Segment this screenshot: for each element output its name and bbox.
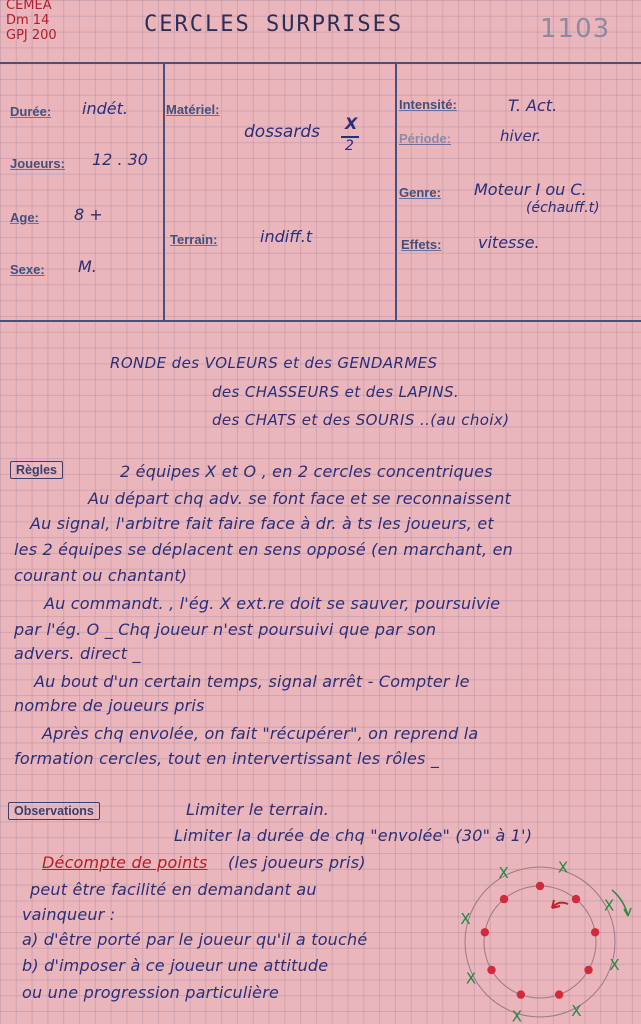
label-terrain: Terrain: [170,232,218,247]
regles-line: advers. direct _ [14,644,141,663]
regles-line: Au signal, l'arbitre fait faire face à dr. à ts les joueurs, et [30,514,494,533]
label-periode: Période: [399,131,452,146]
observation-line: Limiter la durée de chq "envolée" (30" à 1') [174,826,533,845]
value-periode: hiver. [500,127,542,145]
stamp-line: Dm 14 [6,13,50,28]
inner-player-marker [536,882,544,890]
concentric-circles-diagram [440,860,640,1024]
regles-line: Au commandt. , l'ég. X ext.re doit se sauver, poursuivie [44,594,501,613]
value-genre-detail: (échauff.t) [526,200,600,216]
regles-line: Au départ chq adv. se font face et se reconnaissent [88,489,512,508]
inner-player-marker [517,990,525,998]
label-intensite: Intensité: [399,97,457,112]
header-divider [0,62,641,64]
regles-line: nombre de joueurs pris [14,696,205,715]
label-age: Age: [10,210,39,225]
observation-note: ou une progression particulière [22,983,280,1002]
variant-line: RONDE des VOLEURS et des GENDARMES [110,354,438,372]
card-number: 1103 [540,14,611,44]
value-intensite: T. Act. [508,96,558,115]
label-genre: Genre: [399,185,441,200]
label-sexe: Sexe: [10,262,45,277]
inner-player-marker [487,966,495,974]
decompte-heading: Décompte de points [42,853,208,872]
regles-line: Au bout d'un certain temps, signal arrêt - Compter le [34,672,470,691]
value-materiel: dossards [244,122,320,142]
inner-player-marker [591,928,599,936]
value-terrain: indiff.t [260,227,313,246]
inner-player-marker [555,990,563,998]
label-duree: Durée: [10,104,52,119]
variant-line: des CHATS et des SOURIS ..(au choix) [212,411,510,429]
stamp-line: GPJ 200 [6,28,57,43]
variant-line: des CHASSEURS et des LAPINS. [212,383,460,401]
column-divider [395,62,397,320]
stamp-line: CEMEA [6,0,52,13]
observation-line: Limiter le terrain. [186,800,330,819]
outer-player-marker: X [557,860,569,877]
value-joueurs: 12 . 30 [92,150,148,169]
outer-player-marker: X [511,1007,523,1024]
regles-line: courant ou chantant) [14,566,188,585]
outer-player-marker: X [498,864,509,883]
column-divider [163,62,165,320]
regles-line: 2 équipes X et O , en 2 cercles concentriques [120,462,493,481]
inner-player-marker [481,928,489,936]
outer-player-marker: X [603,896,615,915]
observation-note: a) d'être porté par le joueur qu'il a touché [22,930,368,949]
regles-line: par l'ég. O _ Chq joueur n'est poursuivi que par son [14,620,437,639]
fields-divider [0,320,641,322]
outer-player-marker: X [571,1001,582,1020]
value-sexe: M. [78,257,97,276]
regles-line: les 2 équipes se déplacent en sens opposé (en marchant, en [14,540,513,559]
observation-note: peut être facilité en demandant au [30,880,317,899]
value-duree: indét. [82,99,128,118]
observation-note: vainqueur : [22,905,116,924]
corner-stamp [6,0,57,43]
value-materiel-fraction-den: 2 [345,138,354,154]
value-age: 8 + [74,205,103,224]
outer-player-marker: X [609,956,620,975]
decompte-heading-rest: (les joueurs pris) [228,853,366,872]
outer-player-marker: X [460,909,471,928]
regles-line: formation cercles, tout en intervertissant les rôles _ [14,749,440,768]
regles-label: Règles [10,461,63,479]
label-materiel: Matériel: [166,102,220,117]
inner-circle [484,886,596,998]
card-title: CERCLES SURPRISES [144,12,404,37]
value-genre: Moteur I ou C. [474,180,587,199]
value-effets: vitesse. [478,233,540,252]
regles-line: Après chq envolée, on fait "récupérer", on reprend la [42,724,479,743]
outer-player-marker: X [465,969,477,988]
label-effets: Effets: [401,237,442,252]
inner-player-marker [572,895,580,903]
inner-player-marker [500,895,508,903]
observation-note: b) d'imposer à ce joueur une attitude [22,956,329,975]
value-materiel-fraction-num: X [345,114,358,133]
observations-label: Observations [8,802,100,820]
inner-player-marker [584,966,592,974]
label-joueurs: Joueurs: [10,156,65,171]
